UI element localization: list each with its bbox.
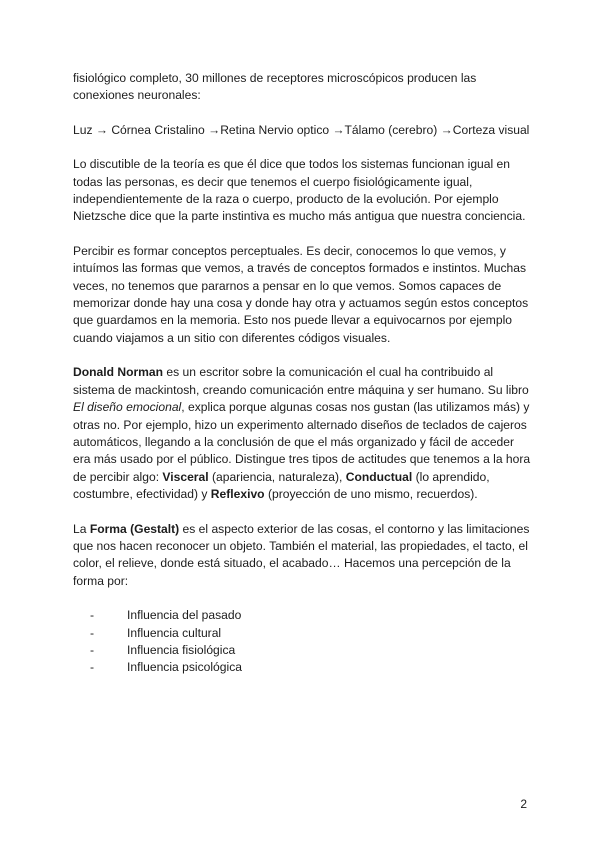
visceral-description: (apariencia, naturaleza), — [208, 469, 346, 484]
list-item-label: Influencia cultural — [127, 625, 222, 640]
reflexivo-description: (proyección de uno mismo, recuerdos). — [264, 487, 478, 502]
list-dash: - — [90, 625, 95, 640]
reflexivo-term: Reflexivo — [210, 487, 265, 502]
list-dash: - — [90, 660, 95, 675]
list-item-label: Influencia fisiológica — [127, 642, 236, 657]
norman-text-1: es un escritor sobre la comunicación el cual ha contribuido al sistema de mackintosh, creando comunicación entre máquina y ser humano. Su libro — [73, 365, 529, 397]
norman-text-2: , explica porque algunas cosas nos gustan (las utilizamos más) y otras no. Por ejemplo, hizo un experimento alternado diseños de teclados de cajeros automáticos, llegando a la conclusión de que el más organizado y fácil de acceder era más usado por el público. Distingue tres tipos de actitudes que tenemos a la hora de percibir algo: — [73, 400, 531, 484]
norman-name: Donald Norman — [73, 365, 164, 380]
list-dash: - — [90, 642, 95, 657]
percibir-paragraph: Percibir es formar conceptos perceptuales. Es decir, conocemos lo que vemos, y intuímos las formas que vemos, a través de conceptos formados e instintos. Muchas veces, no tenemos que pararnos a pensar en lo que vemos. Somos capaces de memorizar donde hay una cosa y donde hay otra y actuamos según estos conceptos que guardamos en la memoria. Esto nos puede llevar a equivocarnos por ejemplo cuando viajamos a un sitio con diferentes códigos visuales. — [73, 243, 529, 345]
influences-list — [73, 607, 533, 677]
list-item — [90, 607, 533, 624]
forma-term: Forma (Gestalt) — [89, 521, 180, 536]
list-item — [90, 625, 533, 642]
forma-prefix: La — [73, 521, 90, 536]
norman-book-title: El diseño emocional — [73, 400, 182, 415]
page-number: 2 — [520, 797, 527, 811]
list-item-label: Influencia del pasado — [127, 608, 242, 623]
list-item — [90, 642, 533, 659]
conductual-term: Conductual — [345, 469, 413, 484]
document-page — [73, 70, 533, 677]
forma-text: es el aspecto exterior de las cosas, el contorno y las limitaciones que nos hacen reconocer un objeto. También el material, las propiedades, el tacto, el color, el relieve, donde está situado, el acabado… Hacemos una percepción de la forma por: — [73, 521, 530, 588]
list-dash: - — [90, 608, 95, 623]
norman-paragraph — [73, 364, 533, 503]
visual-pathway-chain: Luz → Córnea Cristalino →Retina Nervio optico →Tálamo (cerebro) →Corteza visual — [73, 122, 530, 137]
visceral-term: Visceral — [162, 469, 209, 484]
conductual-description: (lo aprendido, costumbre, efectividad) y — [73, 469, 490, 502]
list-item-label: Influencia psicológica — [127, 660, 242, 675]
forma-paragraph — [73, 521, 533, 591]
intro-paragraph: fisiológico completo, 30 millones de receptores microscópicos producen las conexiones neuronales: — [73, 71, 477, 103]
discutible-paragraph: Lo discutible de la teoría es que él dice que todos los sistemas funcionan igual en todas las personas, es decir que tenemos el cuerpo fisiológicamente igual, independientemente de la raza o cuerpo, producto de la evolución. Por ejemplo Nietzsche dice que la parte instintiva es mucho más antigua que nuestra conciencia. — [73, 157, 526, 224]
list-item — [90, 659, 533, 676]
